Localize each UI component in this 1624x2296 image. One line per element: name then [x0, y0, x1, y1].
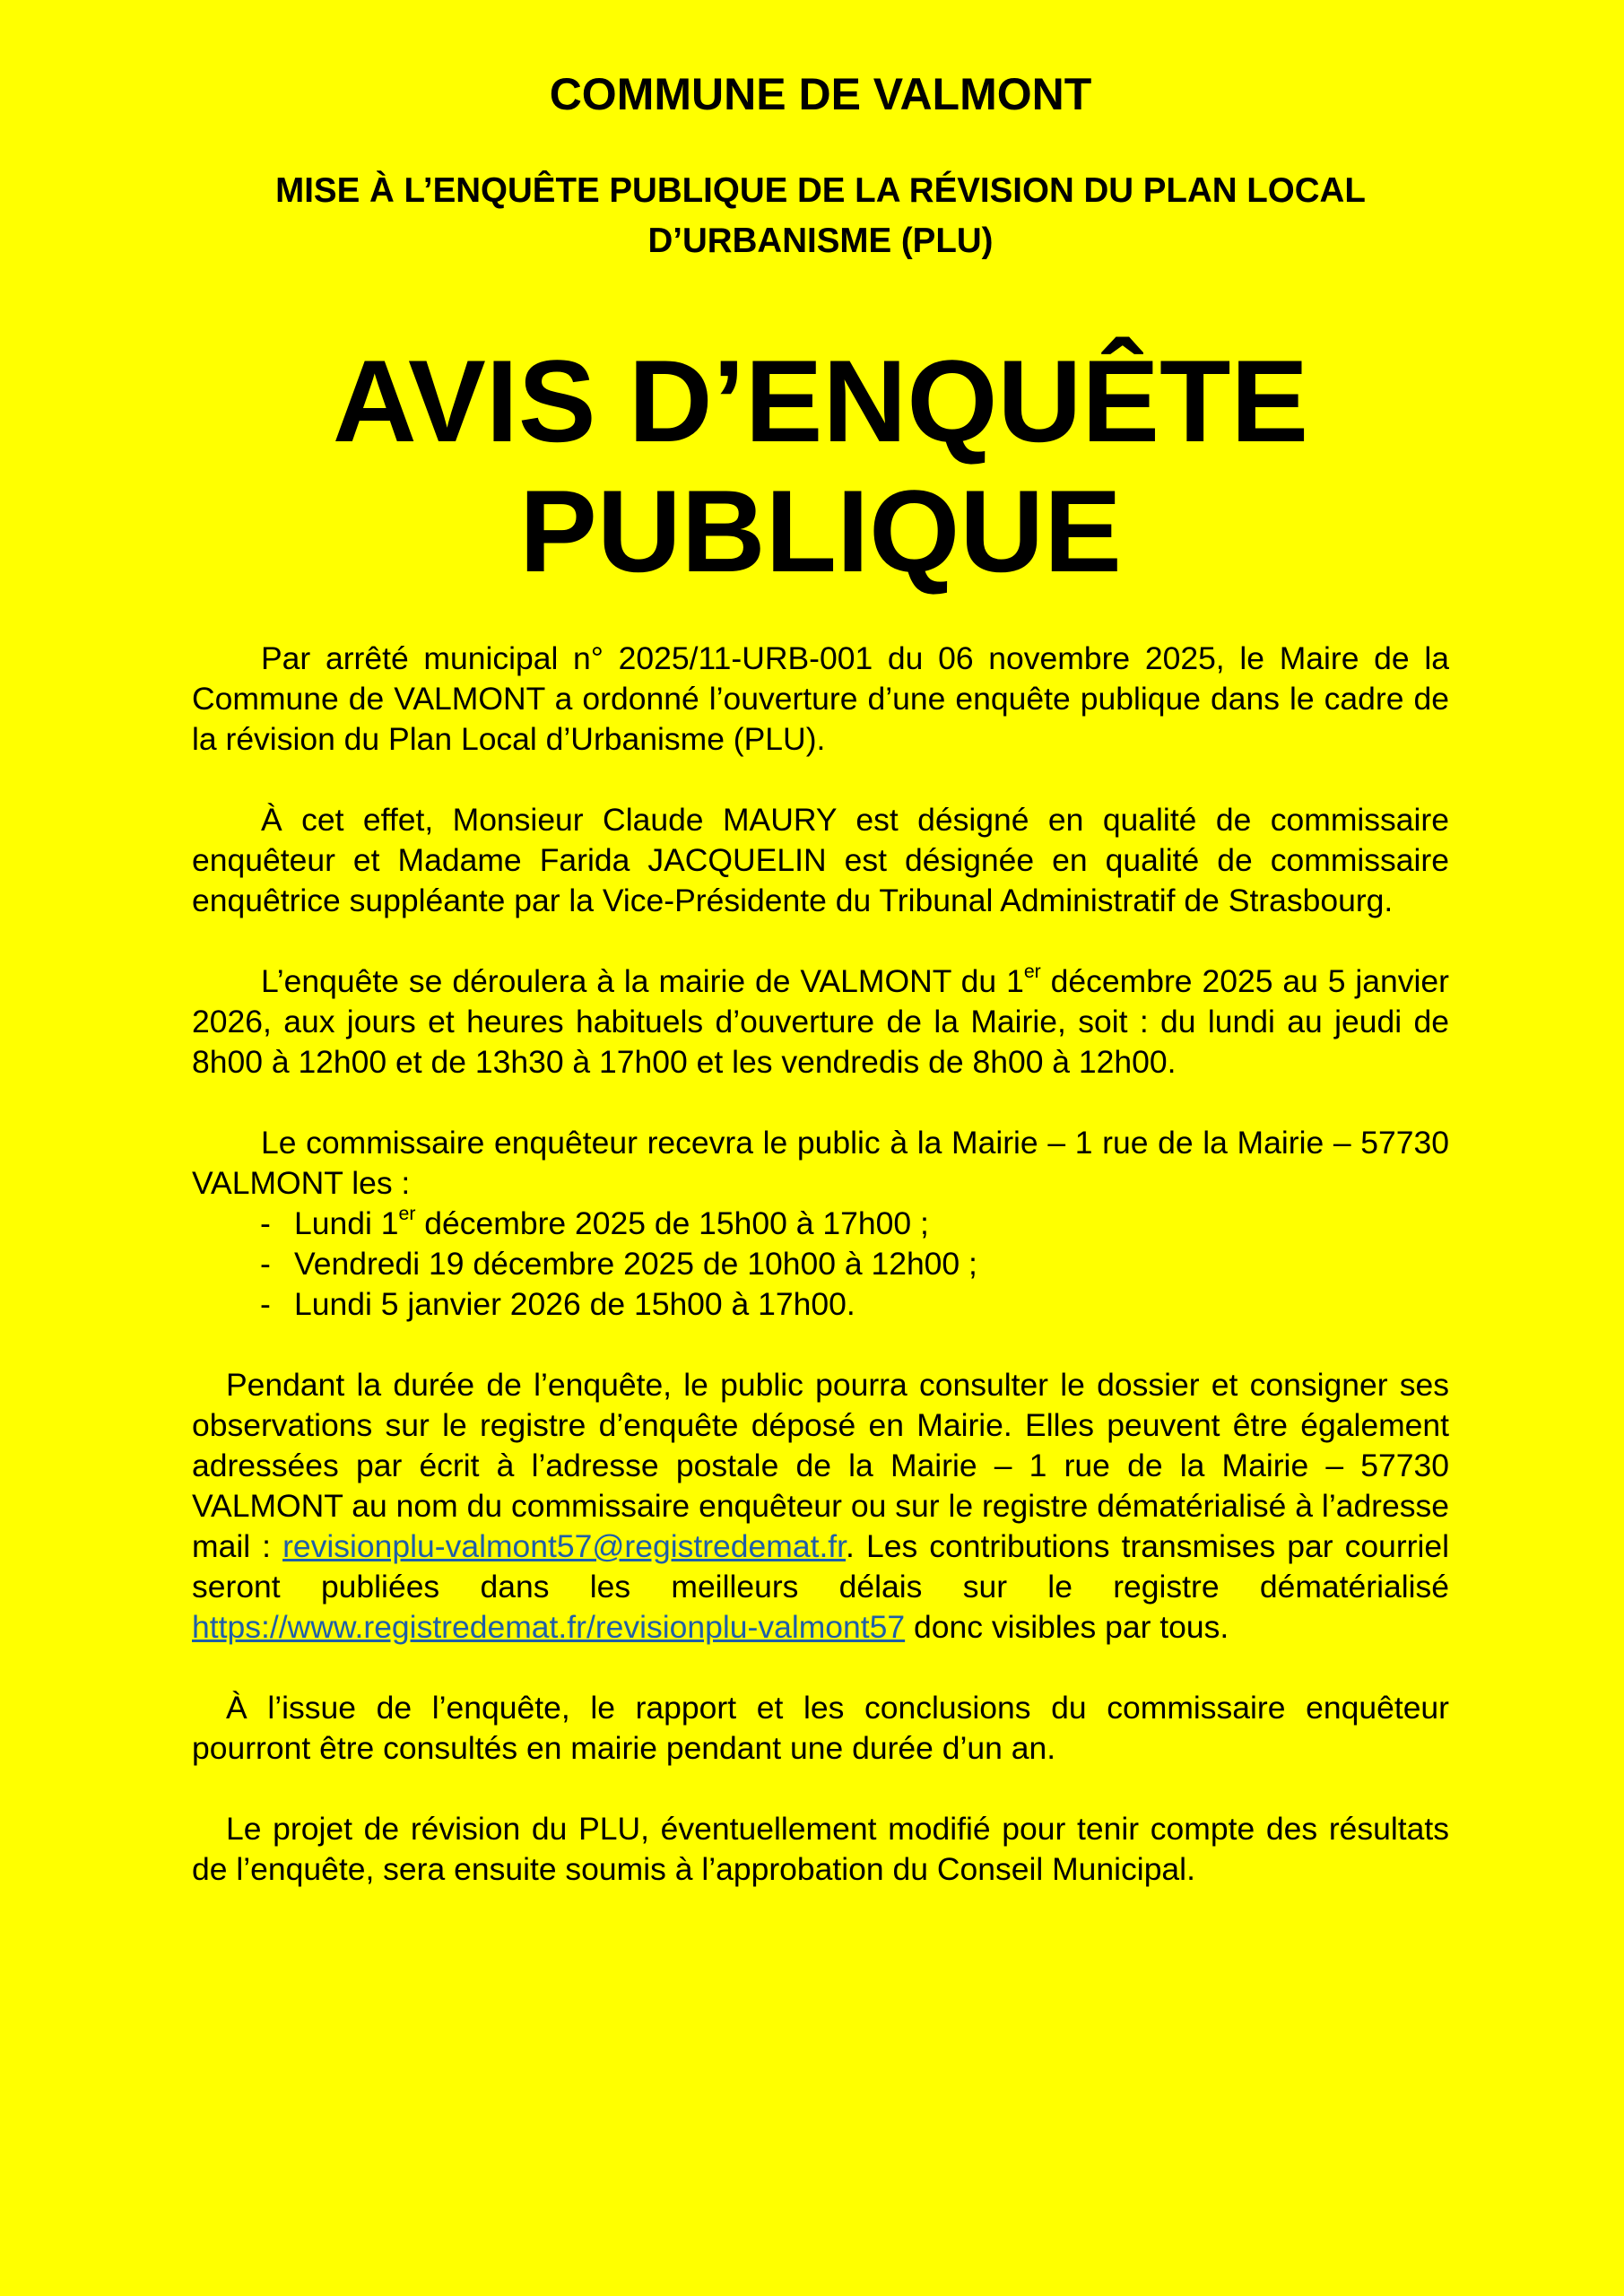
- subtitle-line-1: MISE À L’ENQUÊTE PUBLIQUE DE LA RÉVISION DU PLAN LOCAL: [275, 171, 1366, 210]
- paragraph-commissioners: À cet effet, Monsieur Claude MAURY est désigné en qualité de commissaire enquêteur et Madame Farida JACQUELIN est désignée en qualité de commissaire enquêtrice suppléante par la Vice-Présidente du Tribunal Administratif de Strasbourg.: [192, 802, 1449, 918]
- dates-text-b: décembre 2025 au 5 janvier 2026, aux jours et heures habituels d’ouverture de la Mairie, soit : du lundi au jeudi de 8h00 à 12h00 et de 13h30 à 17h00 et les vendredis de 8h00 à 12h00.: [192, 963, 1449, 1080]
- subtitle-line-2: D’URBANISME (PLU): [647, 222, 994, 260]
- consultation-text-a: Pendant la durée de l’enquête, le public pourra consulter le dossier et consigner ses observations sur le registre d’enquête déposé en Mairie. Elles peuvent être également adressées par écrit à l’adresse postale de la Mairie – 1 rue de la Mairie – 57730 VALMONT au nom du commissaire enquêteur ou sur le registre dématérialisé à l’adresse mail :: [192, 1367, 1449, 1564]
- session-list: [192, 1204, 1449, 1325]
- consultation-text-c: donc visibles par tous.: [905, 1609, 1229, 1645]
- list-dash: -: [260, 1246, 271, 1282]
- session-text: Lundi 1: [294, 1205, 399, 1241]
- paragraph-decree: Par arrêté municipal n° 2025/11-URB-001 du 06 novembre 2025, le Maire de la Commune de VALMONT a ordonné l’ouverture d’une enquête publique dans le cadre de la révision du Plan Local d’Urbanisme (PLU).: [192, 640, 1449, 757]
- paragraph-approval: Le projet de révision du PLU, éventuellement modifié pour tenir compte des résultats de l’enquête, sera ensuite soumis à l’approbation du Conseil Municipal.: [192, 1811, 1449, 1887]
- title-line-1: AVIS D’ENQUÊTE: [332, 335, 1309, 466]
- paragraph-dates: [192, 961, 1449, 1083]
- consultation-text-b: . Les contributions transmises par courriel seront publiées dans les meilleurs délais sur le registre dématérialisé: [192, 1528, 1450, 1605]
- commune-heading: COMMUNE DE VALMONT: [549, 69, 1092, 119]
- ordinal-suffix: er: [398, 1203, 416, 1225]
- session-text: Lundi 5 janvier 2026 de 15h00 à 17h00.: [294, 1286, 855, 1322]
- ordinal-suffix: er: [1023, 961, 1041, 983]
- dates-text-a: L’enquête se déroulera à la mairie de VALMONT du 1: [261, 963, 1024, 999]
- session-text: Vendredi 19 décembre 2025 de 10h00 à 12h00 ;: [294, 1246, 977, 1282]
- paragraph-report: À l’issue de l’enquête, le rapport et les conclusions du commissaire enquêteur pourront être consultés en mairie pendant une durée d’un an.: [192, 1690, 1449, 1766]
- list-dash: -: [260, 1286, 271, 1322]
- notice-subtitle: [174, 166, 1467, 266]
- title-line-2: PUBLIQUE: [519, 465, 1122, 596]
- session-item: [260, 1284, 1449, 1325]
- paragraph-consultation: [192, 1365, 1449, 1648]
- session-item: [260, 1204, 1449, 1244]
- session-text-rest: décembre 2025 de 15h00 à 17h00 ;: [415, 1205, 929, 1241]
- email-link[interactable]: revisionplu-valmont57@registredemat.fr: [282, 1528, 847, 1564]
- paragraph-reception: Le commissaire enquêteur recevra le public à la Mairie – 1 rue de la Mairie – 57730 VALMONT les :: [192, 1125, 1449, 1201]
- notice-title: [192, 336, 1449, 596]
- session-item: [260, 1244, 1449, 1284]
- registry-url-link[interactable]: https://www.registredemat.fr/revisionplu-valmont57: [192, 1609, 906, 1645]
- list-dash: -: [260, 1205, 271, 1241]
- notice-body: [192, 639, 1449, 1930]
